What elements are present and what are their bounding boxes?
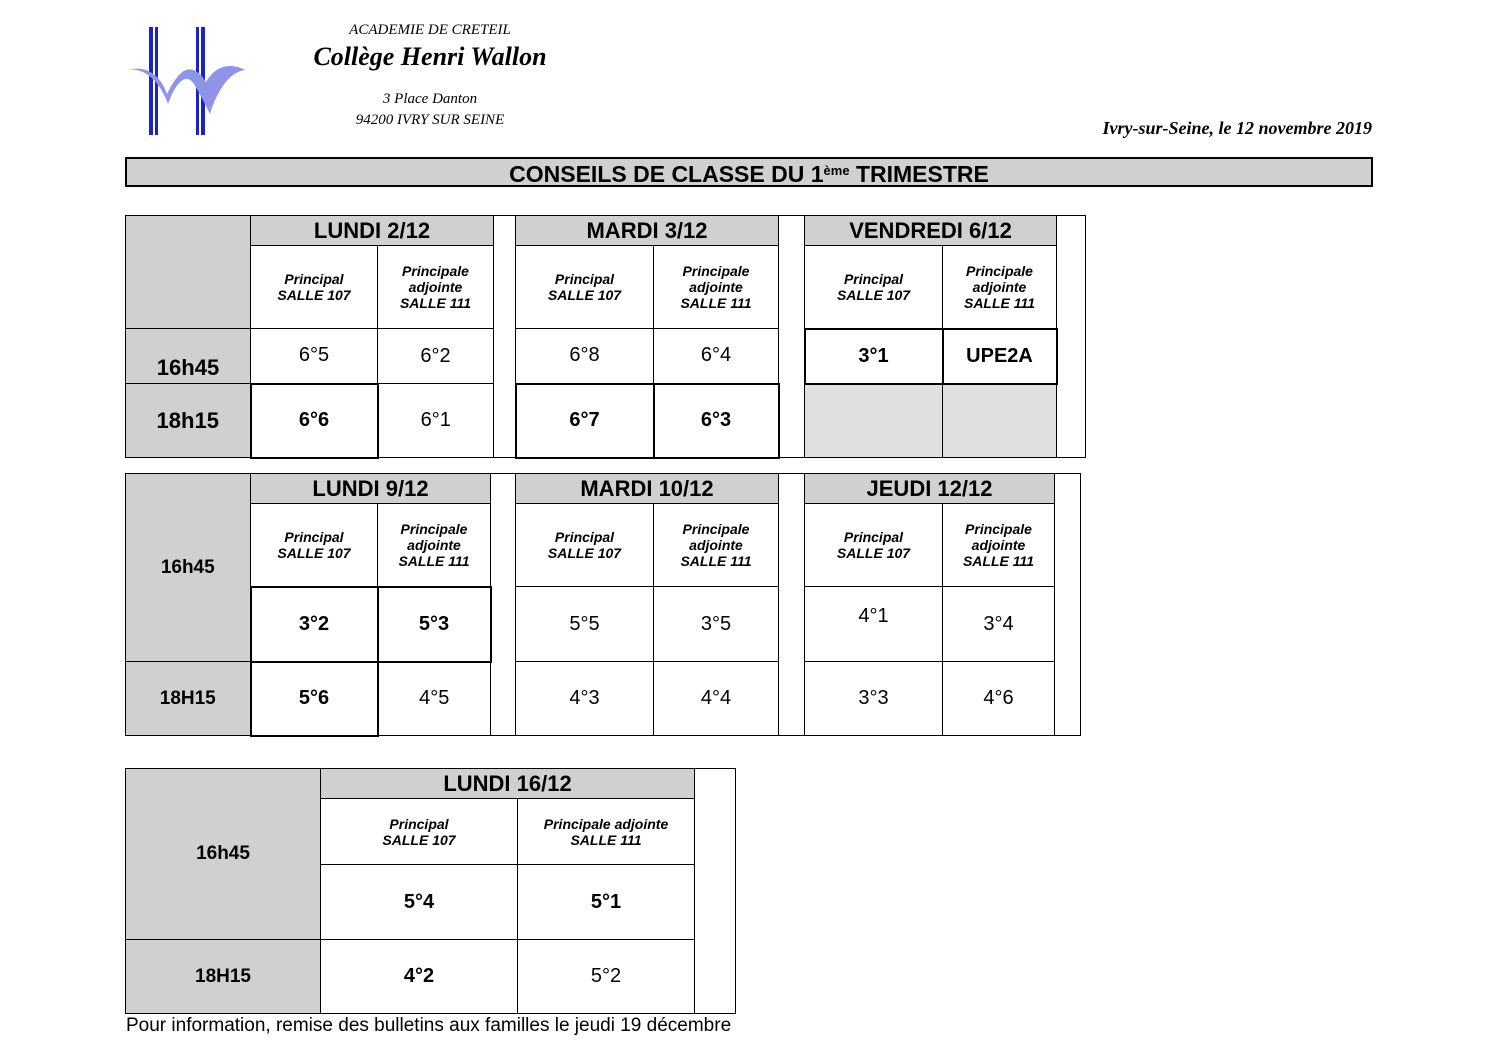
date-line: Ivry-sur-Seine, le 12 novembre 2019 <box>1102 118 1372 138</box>
college-name: Collège Henri Wallon <box>313 42 547 71</box>
spacer <box>779 474 805 736</box>
address-line-1: 3 Place Danton <box>382 91 478 107</box>
class-cell: 3°4 <box>943 587 1055 662</box>
address-line-2: 94200 IVRY SUR SEINE <box>355 112 505 128</box>
role-principal: Principal SALLE 107 <box>516 246 654 329</box>
class-cell: 5°6 <box>251 662 378 736</box>
role-principal: Principal SALLE 107 <box>516 504 654 587</box>
spacer <box>1055 474 1081 736</box>
spacer <box>1057 216 1086 458</box>
class-cell: 6°5 <box>251 329 378 384</box>
role-adjointe: Principale adjointe SALLE 111 <box>378 504 491 587</box>
time-slot: 18h15 <box>126 384 251 458</box>
schedule-week-3 <box>125 768 736 1014</box>
time-slot: 18H15 <box>126 662 251 736</box>
schedule-week-1 <box>125 215 1086 459</box>
day-header: LUNDI 2/12 <box>251 216 494 246</box>
day-header: JEUDI 12/12 <box>805 474 1055 504</box>
class-cell: 6°3 <box>654 384 779 458</box>
school-logo <box>120 22 250 140</box>
spacer <box>491 474 516 736</box>
role-adjointe: Principale adjointe SALLE 111 <box>943 504 1055 587</box>
spacer <box>494 216 516 458</box>
class-cell: 4°1 <box>805 587 943 662</box>
day-header: LUNDI 16/12 <box>321 769 695 799</box>
class-cell: 5°4 <box>321 865 518 940</box>
schedule-week-2 <box>125 473 1081 737</box>
spacer <box>695 769 736 1014</box>
time-slot: 16h45 <box>126 329 251 384</box>
title-superscript: ème <box>823 163 850 178</box>
class-cell: 4°4 <box>654 662 779 736</box>
class-cell: 4°5 <box>378 662 491 736</box>
day-header: MARDI 3/12 <box>516 216 779 246</box>
role-adjointe: Principale adjointe SALLE 111 <box>654 504 779 587</box>
role-adjointe: Principale adjointe SALLE 111 <box>518 799 695 865</box>
class-cell: 3°5 <box>654 587 779 662</box>
role-adjointe: Principale adjointe SALLE 111 <box>943 246 1057 329</box>
academie-label: ACADEMIE DE CRETEIL <box>349 22 511 38</box>
day-header: MARDI 10/12 <box>516 474 779 504</box>
role-principal: Principal SALLE 107 <box>251 246 378 329</box>
class-cell: 3°2 <box>251 587 378 662</box>
role-adjointe: Principale adjointe SALLE 111 <box>654 246 779 329</box>
class-cell: 4°6 <box>943 662 1055 736</box>
role-adjointe: Principale adjointe SALLE 111 <box>378 246 494 329</box>
class-cell: 3°3 <box>805 662 943 736</box>
time-slot: 18H15 <box>126 940 321 1014</box>
class-cell: 5°5 <box>516 587 654 662</box>
role-principal: Principal SALLE 107 <box>805 246 943 329</box>
class-cell: 6°7 <box>516 384 654 458</box>
spacer <box>779 216 805 458</box>
page-title <box>125 157 1373 187</box>
day-header: LUNDI 9/12 <box>251 474 491 504</box>
footer-note: Pour information, remise des bulletins aux familles le jeudi 19 décembre <box>126 1015 732 1036</box>
class-cell: 6°2 <box>378 329 494 384</box>
class-cell: 5°2 <box>518 940 695 1014</box>
class-cell: 6°6 <box>251 384 378 458</box>
day-header: VENDREDI 6/12 <box>805 216 1057 246</box>
class-cell: UPE2A <box>943 329 1057 384</box>
role-principal: Principal SALLE 107 <box>251 504 378 587</box>
time-slot: 16h45 <box>126 474 251 662</box>
time-slot: 16h45 <box>126 769 321 940</box>
class-cell: 6°1 <box>378 384 494 458</box>
class-cell: 6°4 <box>654 329 779 384</box>
empty-cell <box>805 384 943 458</box>
corner-cell <box>126 216 251 329</box>
class-cell: 5°1 <box>518 865 695 940</box>
class-cell: 5°3 <box>378 587 491 662</box>
class-cell: 4°2 <box>321 940 518 1014</box>
class-cell: 6°8 <box>516 329 654 384</box>
title-text: CONSEILS DE CLASSE DU 1 <box>509 161 824 187</box>
class-cell: 3°1 <box>805 329 943 384</box>
title-text-end: TRIMESTRE <box>849 161 989 187</box>
role-principal: Principal SALLE 107 <box>805 504 943 587</box>
role-principal: Principal SALLE 107 <box>321 799 518 865</box>
empty-cell <box>943 384 1057 458</box>
class-cell: 4°3 <box>516 662 654 736</box>
